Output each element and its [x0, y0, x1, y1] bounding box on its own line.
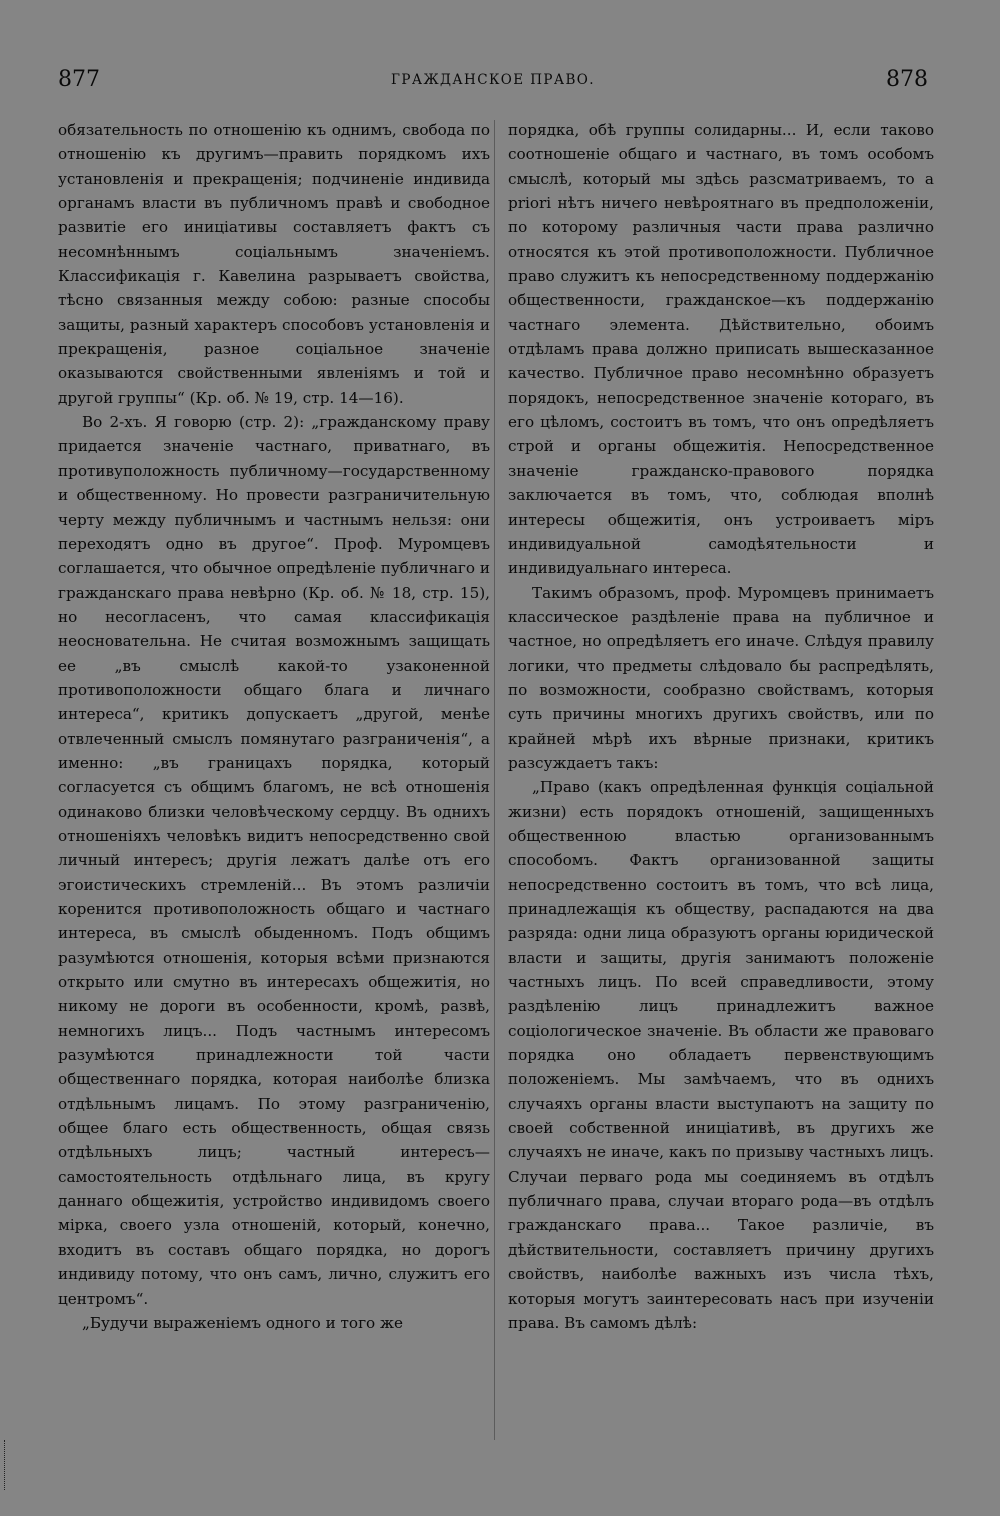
running-header [58, 62, 928, 98]
page-number-left: 877 [58, 67, 100, 92]
scan-margin-mark [4, 1440, 7, 1490]
paragraph: „Право (какъ опредѣленная функція соціальной жизни) есть порядокъ отношеній, защищенныхъ общественною властью организованнымъ способомъ. Фактъ организованной защиты непосредственно состоитъ въ томъ, что всѣ лица, принадлежащія къ обществу, распадаются на два разряда: одни лица образуютъ органы юридической власти и защиты, другія занимаютъ положеніе частныхъ лицъ. По всей справедливости, этому раздѣленію лицъ принадлежитъ важное соціологическое значеніе. Въ области же правоваго порядка оно обладаетъ первенствующимъ положеніемъ. Мы замѣчаемъ, что въ однихъ случаяхъ органы власти выступаютъ на защиту по своей собственной иниціативѣ, въ другихъ же случаяхъ не иначе, какъ по призыву частныхъ лицъ. Случаи перваго рода мы соединяемъ въ отдѣлъ публичнаго права, случаи втораго рода—въ отдѣлъ гражданскаго права... Такое различіе, въ дѣйствительности, составляетъ причину другихъ свойствъ, наиболѣе важныхъ изъ числа тѣхъ, которыя могутъ заинтересовать насъ при изученіи права. Въ самомъ дѣлѣ: [508, 778, 934, 1332]
running-title: ГРАЖДАНСКОЕ ПРАВО. [391, 72, 595, 88]
paragraph-continued: обязательность по отношенію къ однимъ, свобода по отношенію къ другимъ—править порядкомъ ихъ установленія и прекращенія; подчиненіе индивида органамъ власти въ публичномъ правѣ и свободное развитіе его иниціативы составляетъ фактъ съ несомнѣннымъ соціальнымъ значеніемъ. Классификація г. Кавелина разрываетъ свойства, тѣсно связанныя между собою: разные способы защиты, разный характеръ способовъ установленія и прекращенія, разное соціальное значеніе оказываются свойственными явленіямъ и той и другой группы“ (Кр. об. № 19, стр. 14—16). [58, 121, 490, 407]
paragraph: „Будучи выраженіемъ одного и того же [82, 1313, 403, 1332]
column-divider [494, 120, 495, 1440]
right-column [508, 118, 934, 1335]
left-column [58, 118, 490, 1335]
paragraph-continued: порядка, обѣ группы солидарны... И, если таково соотношеніе общаго и частнаго, въ томъ особомъ смыслѣ, который мы здѣсь разсматриваемъ, то a priori нѣтъ ничего невѣроятнаго въ предположеніи, по которому различныя части права различно относятся къ этой противоположности. Публичное право служитъ къ непосредственному поддержанію общественности, гражданское—къ поддержанію частнаго элемента. Дѣйствительно, обоимъ отдѣламъ права должно приписать вышесказанное качество. Публичное право несомнѣнно образуетъ порядокъ, непосредственное значеніе котораго, въ его цѣломъ, состоитъ въ томъ, что онъ опредѣляетъ строй и органы общежитія. Непосредственное значеніе гражданско-правового порядка заключается въ томъ, что, соблюдая вполнѣ интересы общежитія, онъ устроиваетъ міръ индивидуальной самодѣятельности и индивидуальнаго интереса. [508, 121, 934, 578]
paragraph: Во 2-хъ. Я говорю (стр. 2): „гражданскому праву придается значеніе частнаго, приватнаго, въ противуположность публичному—государственному и общественному. Но провести разграничительную черту между публичнымъ и частнымъ нельзя: они переходятъ одно въ другое“. Проф. Муромцевъ соглашается, что обычное опредѣленіе публичнаго и гражданскаго права невѣрно (Кр. об. № 18, стр. 15), но несогласенъ, что самая классификація неосновательна. Не считая возможнымъ защищать ее „въ смыслѣ какой-то узаконенной противоположности общаго блага и личнаго интереса“, критикъ допускаетъ „другой, менѣе отвлеченный смыслъ помянутаго разграниченія“, а именно: „въ границахъ порядка, который согласуется съ общимъ благомъ, не всѣ отношенія одинаково близки человѣческому сердцу. Въ однихъ отношеніяхъ человѣкъ видитъ непосредственно свой личный интересъ; другія лежатъ далѣе отъ его эгоистическихъ стремленій... Въ этомъ различіи коренится противоположность общаго и частнаго интереса, въ смыслѣ обыденномъ. Подъ общимъ разумѣются отношенія, которыя всѣми признаются открыто или смутно въ интересахъ общежитія, но никому не дороги въ особенности, кромѣ, развѣ, немногихъ лицъ... Подъ частнымъ интересомъ разумѣются принадлежности той части общественнаго порядка, которая наиболѣе близка отдѣльнымъ лицамъ. По этому разграниченію, общее благо есть общественность, общая связь отдѣльныхъ лицъ; частный интересъ—самостоятельность отдѣльнаго лица, въ кругу даннаго общежитія, устройство индивидомъ своего мірка, своего узла отношеній, который, конечно, входитъ въ составъ общаго порядка, но дорогъ индивиду потому, что онъ самъ, лично, служитъ его центромъ“. [58, 413, 490, 1308]
paragraph: Такимъ образомъ, проф. Муромцевъ принимаетъ классическое раздѣленіе права на публичное и частное, но опредѣляетъ его иначе. Слѣдуя правилу логики, что предметы слѣдовало бы распредѣлять, по возможности, сообразно свойствамъ, которыя суть причины многихъ другихъ свойствъ, или по крайней мѣрѣ ихъ вѣрные признаки, критикъ разсуждаетъ такъ: [508, 583, 934, 772]
page-number-right: 878 [886, 67, 928, 92]
